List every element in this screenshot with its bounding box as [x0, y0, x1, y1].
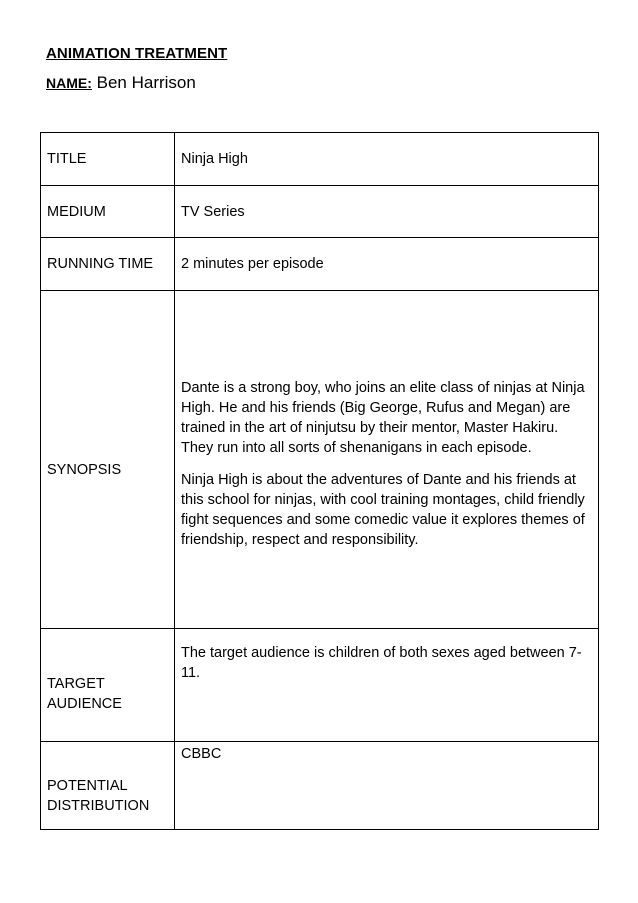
table-row-title	[41, 133, 599, 186]
treatment-table	[40, 132, 599, 830]
medium-label: MEDIUM	[41, 186, 175, 238]
table-row-synopsis	[41, 291, 599, 629]
synopsis-label: SYNOPSIS	[41, 291, 175, 629]
table-row-potential-distribution	[41, 742, 599, 830]
title-label: TITLE	[41, 133, 175, 186]
synopsis-value	[175, 291, 599, 629]
medium-value: TV Series	[175, 186, 599, 238]
running-time-label: RUNNING TIME	[41, 238, 175, 291]
document-heading: ANIMATION TREATMENT	[46, 45, 228, 62]
table-row-medium	[41, 186, 599, 238]
running-time-value: 2 minutes per episode	[175, 238, 599, 291]
synopsis-paragraph-1: Dante is a strong boy, who joins an elite class of ninjas at Ninja High. He and his friends (Big George, Rufus and Megan) are trained in the art of ninjutsu by their mentor, Master Hakiru. They run into all sorts of shenanigans in each episode.	[181, 380, 585, 456]
target-audience-value: The target audience is children of both sexes aged between 7-11.	[175, 629, 599, 742]
target-audience-label: TARGET AUDIENCE	[41, 629, 175, 742]
synopsis-paragraph-2: Ninja High is about the adventures of Dante and his friends at this school for ninjas, with cool training montages, child friendly fight sequences and some comedic value it explores themes of friendship, respect and responsibility.	[181, 472, 585, 548]
title-value: Ninja High	[175, 133, 599, 186]
name-value: Ben Harrison	[96, 73, 196, 92]
name-line	[46, 73, 196, 93]
table-row-running-time	[41, 238, 599, 291]
potential-distribution-value: CBBC	[175, 742, 599, 830]
potential-distribution-label: POTENTIAL DISTRIBUTION	[41, 742, 175, 830]
table-row-target-audience	[41, 629, 599, 742]
name-label: NAME:	[46, 75, 92, 91]
